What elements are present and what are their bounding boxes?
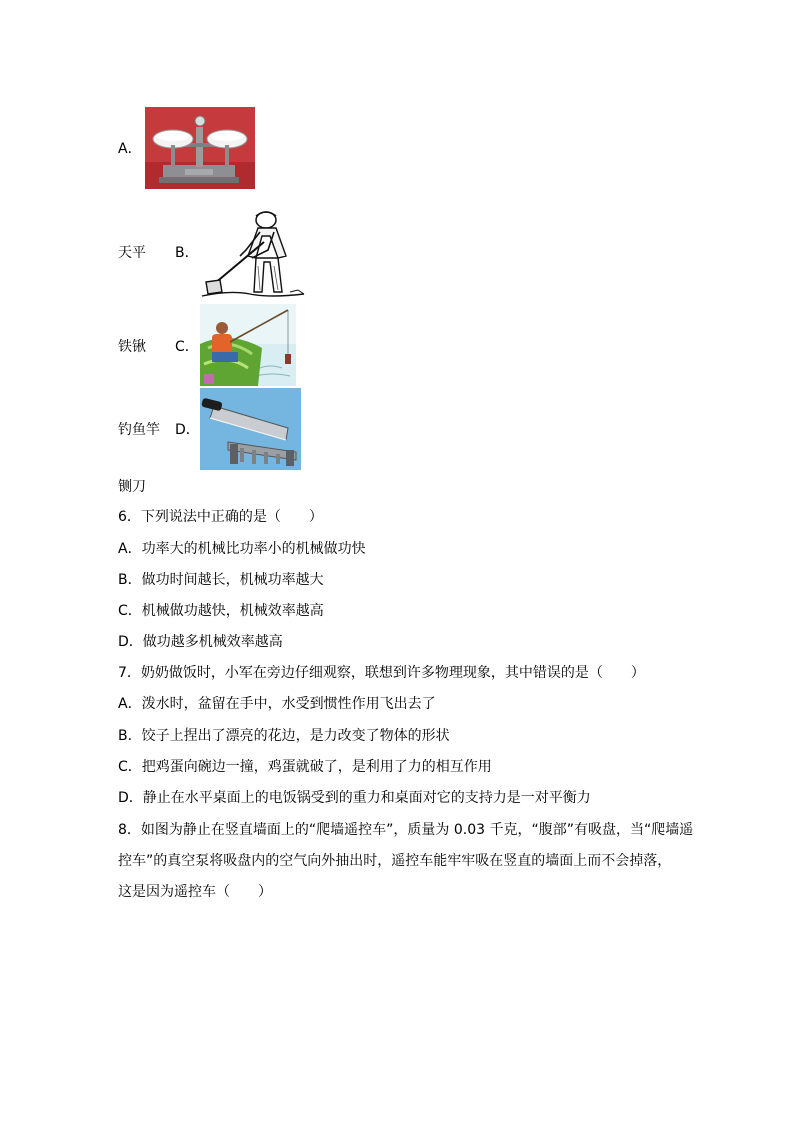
option-b-caption: 铁锹 — [118, 339, 146, 355]
question-6-option-d: D．做功越多机械效率越高 — [118, 634, 283, 650]
question-7-stem: 7．奶奶做饭时，小军在旁边仔细观察，联想到许多物理现象，其中错误的是（ ） — [118, 665, 645, 681]
question-7-option-a: A．泼水时，盆留在手中，水受到惯性作用飞出去了 — [118, 696, 436, 712]
guillotine-cutter-icon — [200, 388, 301, 470]
question-7-option-d: D．静止在水平桌面上的电饭锅受到的重力和桌面对它的支持力是一对平衡力 — [118, 790, 591, 806]
option-c-caption: 钓鱼竿 — [118, 422, 160, 438]
question-6-stem: 6．下列说法中正确的是（ ） — [118, 509, 323, 525]
balance-scale-icon — [145, 107, 255, 189]
question-8-line-2: 控车”的真空泵将吸盘内的空气向外抽出时，遥控车能牢牢吸在竖直的墙面上而不会掉落， — [118, 853, 672, 869]
question-7-option-b: B．饺子上捏出了漂亮的花边，是力改变了物体的形状 — [118, 728, 450, 744]
question-6-option-a: A．功率大的机械比功率小的机械做功快 — [118, 541, 366, 557]
option-b-letter: B． — [175, 245, 199, 261]
question-8-line-3: 这是因为遥控车（ ） — [118, 884, 272, 900]
guillotine-cutter-image — [200, 388, 301, 470]
question-6-option-b: B．做功时间越长，机械功率越大 — [118, 572, 324, 588]
option-c-letter: C． — [175, 339, 199, 355]
option-d-caption: 铡刀 — [118, 479, 146, 495]
question-6-option-c: C．机械做功越快，机械效率越高 — [118, 603, 324, 619]
question-7-option-c: C．把鸡蛋向碗边一撞，鸡蛋就破了，是利用了力的相互作用 — [118, 759, 492, 775]
option-a-letter: A． — [118, 141, 142, 157]
question-8-line-1: 8．如图为静止在竖直墙面上的“爬墙遥控车”，质量为 0.03 千克，“腹部”有吸盘，当“爬墙遥 — [118, 822, 694, 838]
fishing-rod-image — [200, 304, 296, 386]
fishing-rod-icon — [200, 304, 296, 386]
balance-scale-image — [145, 107, 255, 189]
option-d-letter: D． — [175, 422, 200, 438]
shovel-worker-icon — [200, 206, 306, 298]
shovel-image — [200, 206, 306, 298]
option-a-caption: 天平 — [118, 245, 146, 261]
